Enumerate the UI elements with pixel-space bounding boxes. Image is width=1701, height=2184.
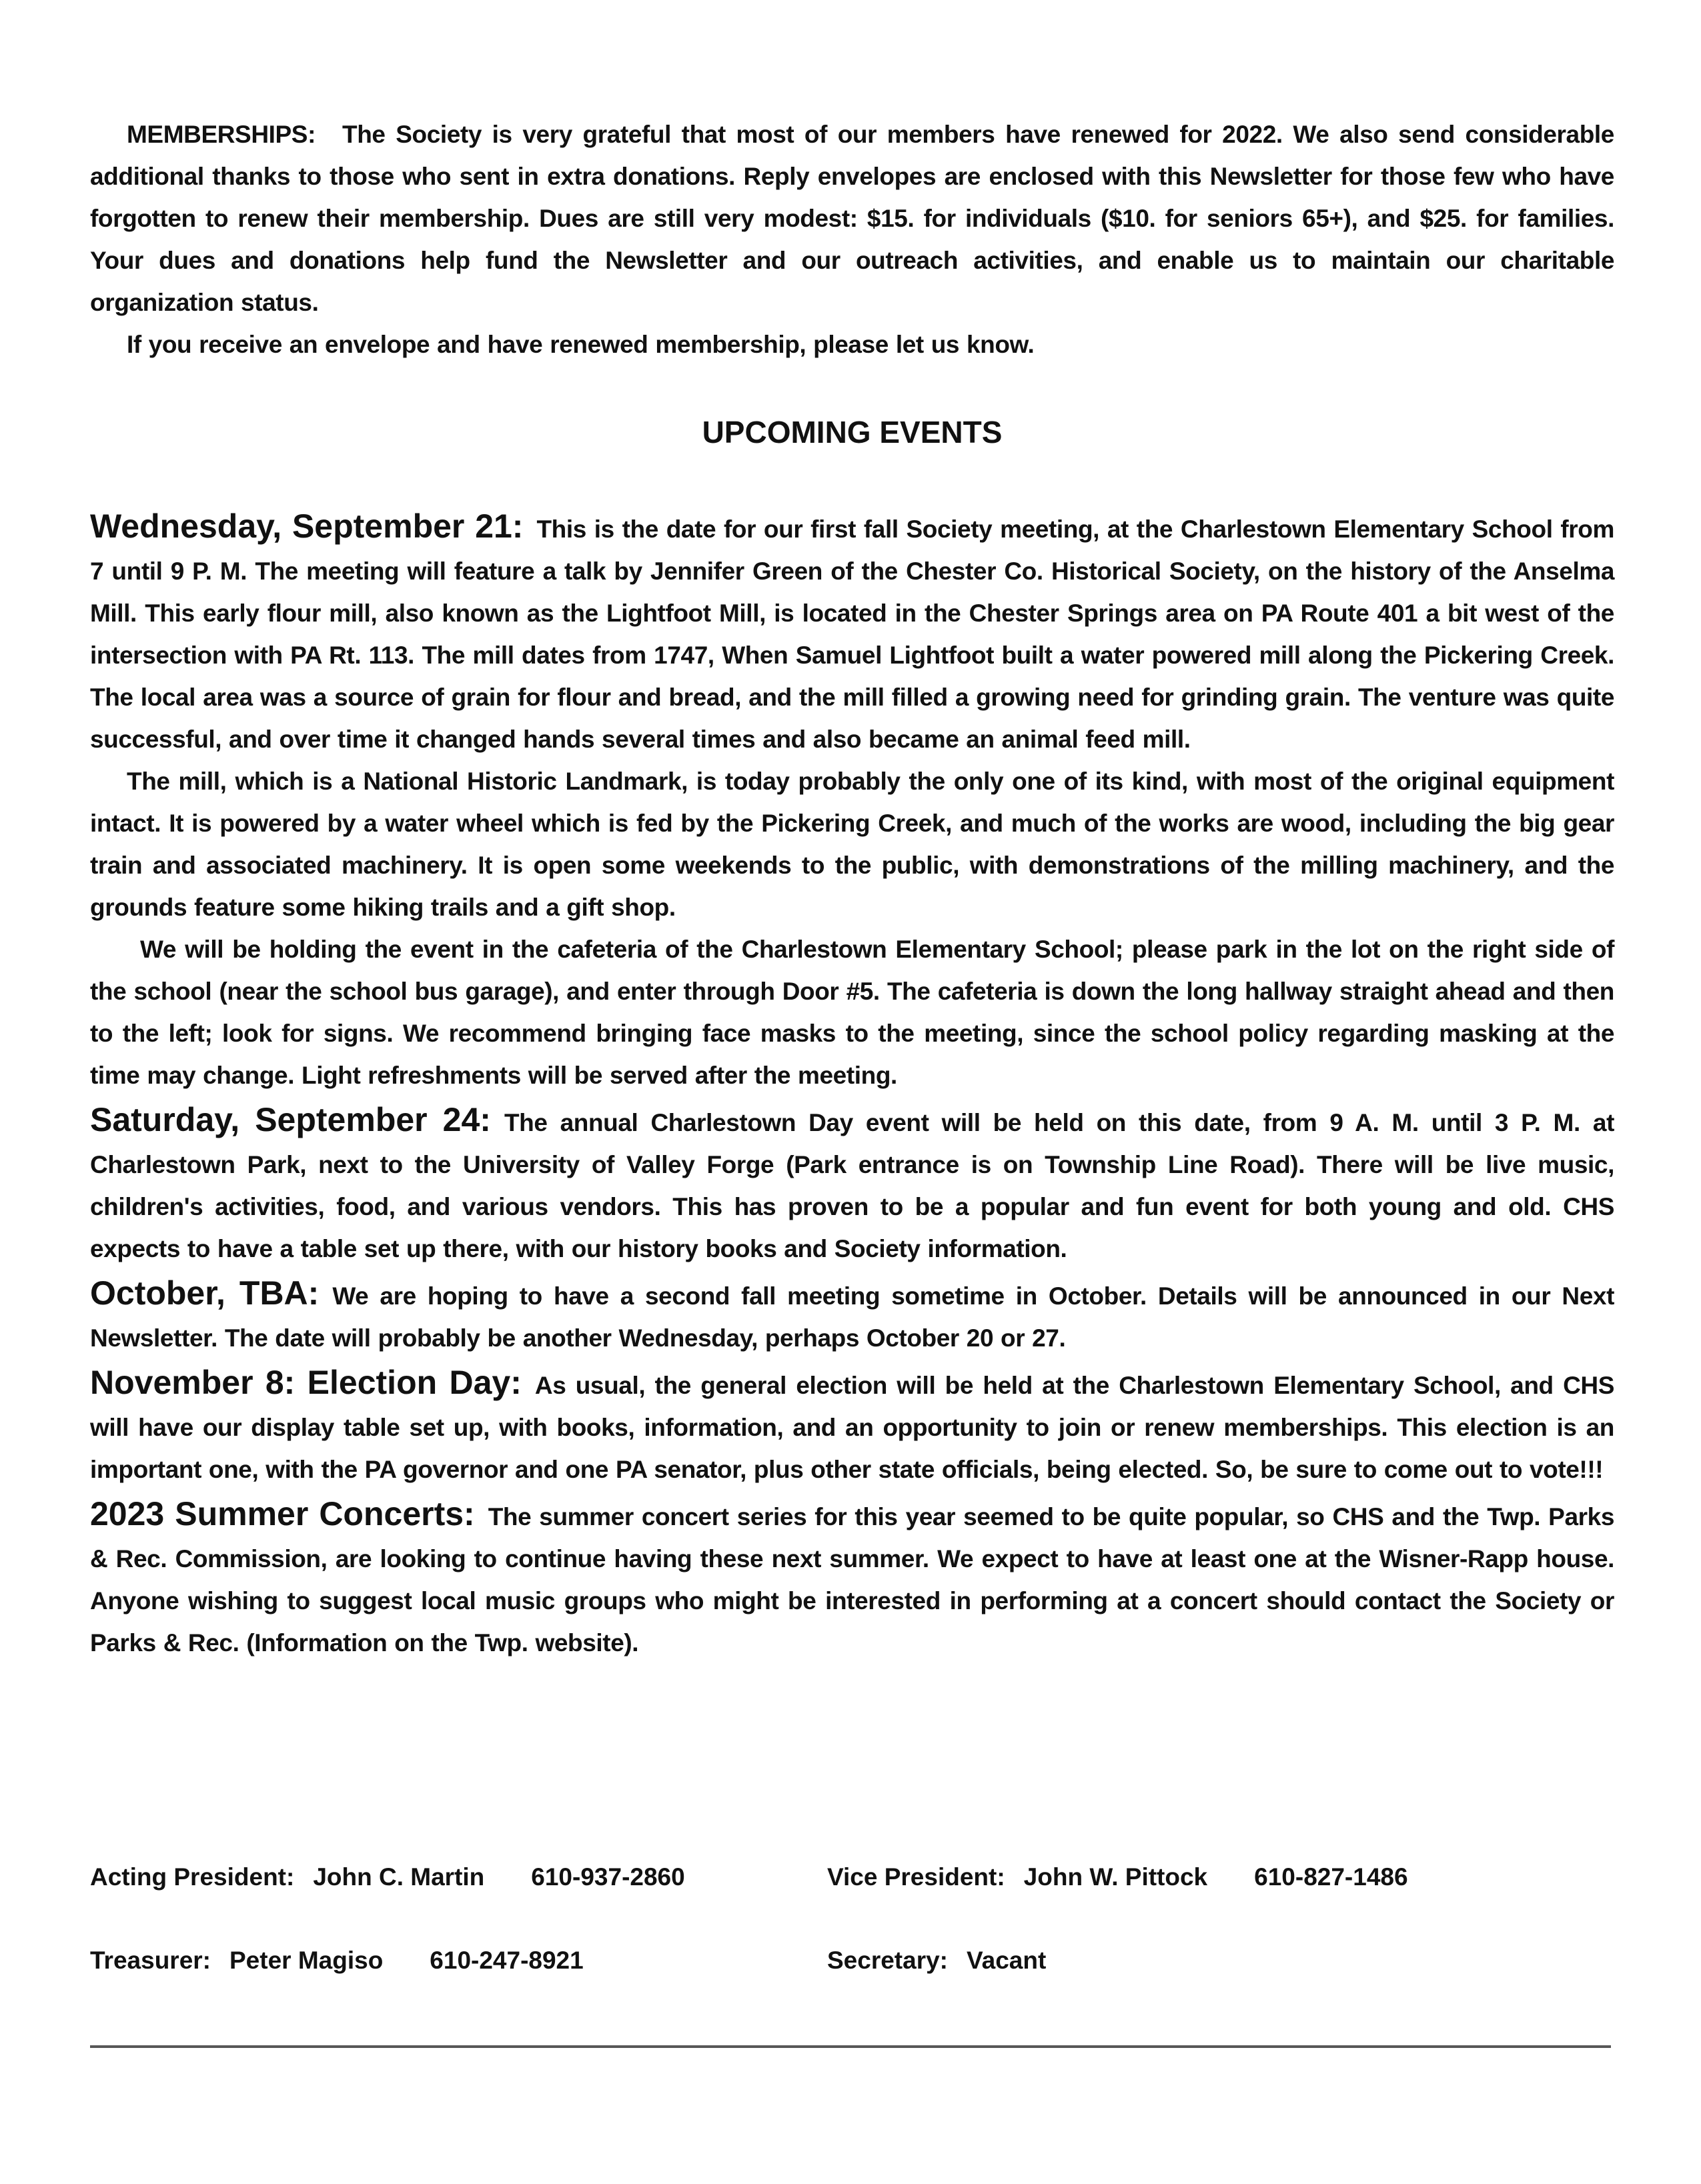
officer-treasurer — [90, 1944, 584, 1977]
officers-row — [90, 1944, 1614, 1977]
officer-name: John W. Pittock — [1023, 1863, 1208, 1891]
event-text: The summer concert series for this year seemed to be quite popular, so CHS and the Twp. Parks & Rec. Commission, are looking to continue having these next summer. We expect to have at least one at the Wisner-Rapp house. Anyone wishing to suggest local music groups who might be interested in performing at a concert should contact the Society or Parks & Rec. (Information on the Twp. website). — [90, 1503, 1614, 1657]
officer-secretary — [827, 1944, 1093, 1977]
event-heading: November 8: Election Day: — [90, 1364, 522, 1401]
event-wednesday-sept-21 — [90, 505, 1614, 1096]
event-saturday-sept-24 — [90, 1099, 1614, 1270]
event-heading: Saturday, September 24: — [90, 1101, 491, 1138]
event-summer-concerts — [90, 1493, 1614, 1664]
event-paragraph — [90, 505, 1614, 760]
officer-acting-president — [90, 1861, 685, 1894]
memberships-note: If you receive an envelope and have renewed membership, please let us know. — [127, 331, 1035, 358]
event-paragraph — [90, 1272, 1614, 1359]
officer-role: Secretary: — [827, 1947, 949, 1974]
newsletter-page — [90, 113, 1614, 1664]
officer-role: Vice President: — [827, 1863, 1005, 1891]
event-paragraph — [90, 1099, 1614, 1270]
event-text: The annual Charlestown Day event will be held on this date, from 9 A. M. until 3 P. M. at Charlestown Park, next to the University of Valley Forge (Park entrance is on Township Line Road). There will be live music, children's activities, food, and various vendors. This has proven to be a popular and fun event for both young and old. CHS expects to have a table set up there, with our history books and Society information. — [90, 1109, 1614, 1262]
event-paragraph-location: We will be holding the event in the cafeteria of the Charlestown Elementary School; please park in the lot on the right side of the school (near the school bus garage), and enter through Door #5. The cafeteria is down the long hallway straight ahead and then to the left; look for signs. We recommend bringing face masks to the meeting, since the school policy regarding masking at the time may change. Light refreshments will be served after the meeting. — [90, 936, 1614, 1089]
officer-name: Peter Magiso — [229, 1947, 384, 1974]
event-paragraph — [90, 1362, 1614, 1490]
memberships-paragraph — [90, 113, 1614, 323]
footer-divider — [90, 2045, 1611, 2048]
upcoming-events-title: UPCOMING EVENTS — [702, 415, 1003, 449]
upcoming-events-section — [90, 505, 1614, 1664]
officer-vice-president — [827, 1861, 1408, 1894]
event-election-day — [90, 1362, 1614, 1490]
officer-phone: 610-827-1486 — [1254, 1863, 1408, 1891]
event-october-tba — [90, 1272, 1614, 1359]
event-text: This is the date for our first fall Society meeting, at the Charlestown Elementary School from 7 until 9 P. M. The meeting will feature a talk by Jennifer Green of the Chester Co. Historical Society, on the history of the Anselma Mill. This early flour mill, also known as the Lightfoot Mill, is located in the Chester Springs area on PA Route 401 a bit west of the intersection with PA Rt. 113. The mill dates from 1747, When Samuel Lightfoot built a water powered mill along the Pickering Creek. The local area was a source of grain for flour and bread, and the mill filled a growing need for grinding grain. The venture was quite successful, and over time it changed hands several times and also became an animal feed mill. — [90, 515, 1614, 753]
event-paragraph — [90, 1493, 1614, 1664]
event-text: As usual, the general election will be held at the Charlestown Elementary School, and CHS will have our display table set up, with books, information, and an opportunity to join or renew memberships. This election is an important one, with the PA governor and one PA senator, plus other state officials, being elected. So, be sure to come out to vote!!! — [90, 1372, 1614, 1483]
officer-name: John C. Martin — [313, 1863, 485, 1891]
officer-phone: 610-937-2860 — [531, 1863, 685, 1891]
officer-phone: 610-247-8921 — [430, 1947, 584, 1974]
officers-row — [90, 1861, 1614, 1894]
officer-role: Treasurer: — [90, 1947, 211, 1974]
event-text: We are hoping to have a second fall meeting sometime in October. Details will be announced in our Next Newsletter. The date will probably be another Wednesday, perhaps October 20 or 27. — [90, 1282, 1614, 1352]
event-paragraph-mill: The mill, which is a National Historic Landmark, is today probably the only one of its kind, with most of the original equipment intact. It is powered by a water wheel which is fed by the Pickering Creek, and much of the works are wood, including the big gear train and associated machinery. It is open some weekends to the public, with demonstrations of the milling machinery, and the grounds feature some hiking trails and a gift shop. — [90, 768, 1614, 921]
event-heading: Wednesday, September 21: — [90, 507, 524, 545]
memberships-label: MEMBERSHIPS: — [127, 121, 316, 148]
memberships-section — [90, 113, 1614, 365]
officer-name: Vacant — [967, 1947, 1047, 1974]
officers-list — [90, 1861, 1614, 1977]
event-heading: 2023 Summer Concerts: — [90, 1495, 475, 1532]
memberships-text: The Society is very grateful that most of our members have renewed for 2022. We also send considerable additional thanks to those who sent in extra donations. Reply envelopes are enclosed with this Newsletter for those few who have forgotten to renew their membership. Dues are still very modest: $15. for individuals ($10. for seniors 65+), and $25. for families. Your dues and donations help fund the Newsletter and our outreach activities, and enable us to maintain our charitable organization status. — [90, 121, 1614, 316]
event-heading: October, TBA: — [90, 1274, 320, 1312]
officer-role: Acting President: — [90, 1863, 295, 1891]
